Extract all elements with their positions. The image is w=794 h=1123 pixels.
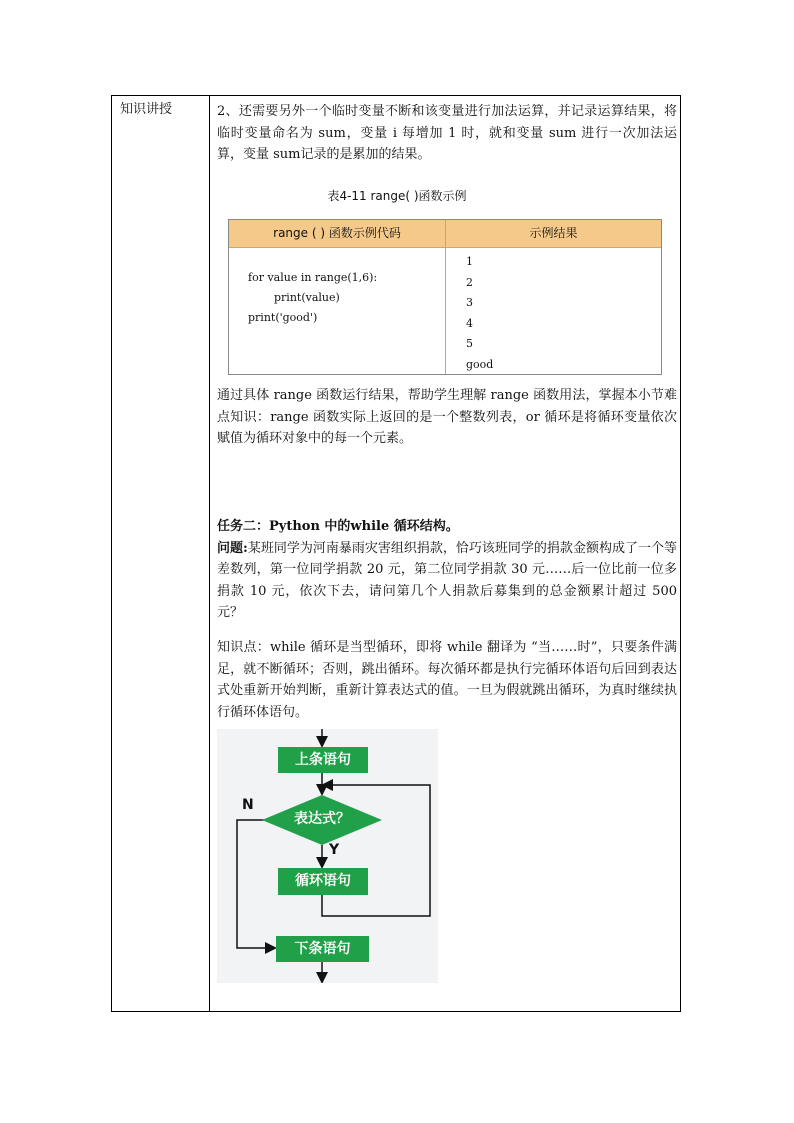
content-paragraph-2 bbox=[217, 385, 677, 450]
result-item: 5 bbox=[466, 337, 473, 350]
condition-label: 表达式？ bbox=[294, 811, 350, 827]
code-line-3: print('good') bbox=[248, 311, 318, 324]
code-line-1: for value in range(1,6): bbox=[248, 271, 378, 284]
result-item: good bbox=[466, 357, 494, 371]
row-label: 知识讲授 bbox=[120, 102, 173, 117]
header-code: range ( ) 函数示例代码 bbox=[273, 226, 401, 240]
result-item: 3 bbox=[466, 296, 473, 309]
yes-label: Y bbox=[329, 842, 340, 858]
paragraph-1: 2、还需要另外一个临时变量不断和该变量进行加法运算，并记录运算结果，将临时变量命名为 sum，变量 i 每增加 1 时，就和变量 sum 进行一次加法运算，变量 sum记录的是累加的结果。 bbox=[217, 104, 677, 162]
while-flowchart bbox=[217, 729, 438, 983]
result-item: 4 bbox=[466, 316, 473, 330]
result-list bbox=[466, 252, 493, 375]
task-title: 任务二：Python 中的while 循环结构。 bbox=[217, 519, 459, 534]
top-statement-box: 上条语句 bbox=[278, 747, 368, 773]
task-section bbox=[217, 516, 677, 624]
table-caption: 表4-11 range( )函数示例 bbox=[327, 189, 467, 203]
table-column-divider bbox=[445, 220, 446, 374]
content-paragraph-1 bbox=[217, 101, 677, 166]
knowledge-section bbox=[217, 637, 677, 723]
paragraph-2: 通过具体 range 函数运行结果，帮助学生理解 range 函数用法，掌握本小节难点知识：range 函数实际上返回的是一个整数列表，or 循环是将循环变量依次赋值为循环对象中的每一个元素。 bbox=[217, 388, 677, 446]
knowledge-text: 知识点：while 循环是当型循环，即将 while 翻译为 “当……时”，只要条件满足，就不断循环；否则，跳出循环。每次循环都是执行完循环体语句后回到表达式处重新开始判断，重新计算表达式的值。一旦为假就跳出循环，为真时继续执行循环体语句。 bbox=[217, 640, 677, 720]
result-item: 2 bbox=[466, 275, 473, 289]
loop-body-box: 循环语句 bbox=[278, 868, 368, 895]
header-result: 示例结果 bbox=[529, 226, 578, 240]
range-example-table bbox=[228, 219, 662, 375]
exit-line bbox=[237, 820, 274, 948]
task-question bbox=[217, 538, 677, 624]
code-line-2: print(value) bbox=[274, 291, 340, 304]
no-label: N bbox=[242, 797, 254, 813]
column-divider bbox=[209, 96, 210, 1011]
question-label: 问题: bbox=[217, 540, 248, 556]
lesson-table bbox=[111, 95, 681, 1012]
result-item: 1 bbox=[466, 255, 473, 268]
question-text: 某班同学为河南暴雨灾害组织捐款，恰巧该班同学的捐款金额构成了一个等差数列，第一位同学捐款 20 元，第二位同学捐款 30 元……后一位比前一位多捐款 10 元，依次下去，请问第几个人捐款后募集到的总金额累计超过 500 元？ bbox=[217, 540, 677, 620]
next-statement-box: 下条语句 bbox=[276, 936, 369, 962]
